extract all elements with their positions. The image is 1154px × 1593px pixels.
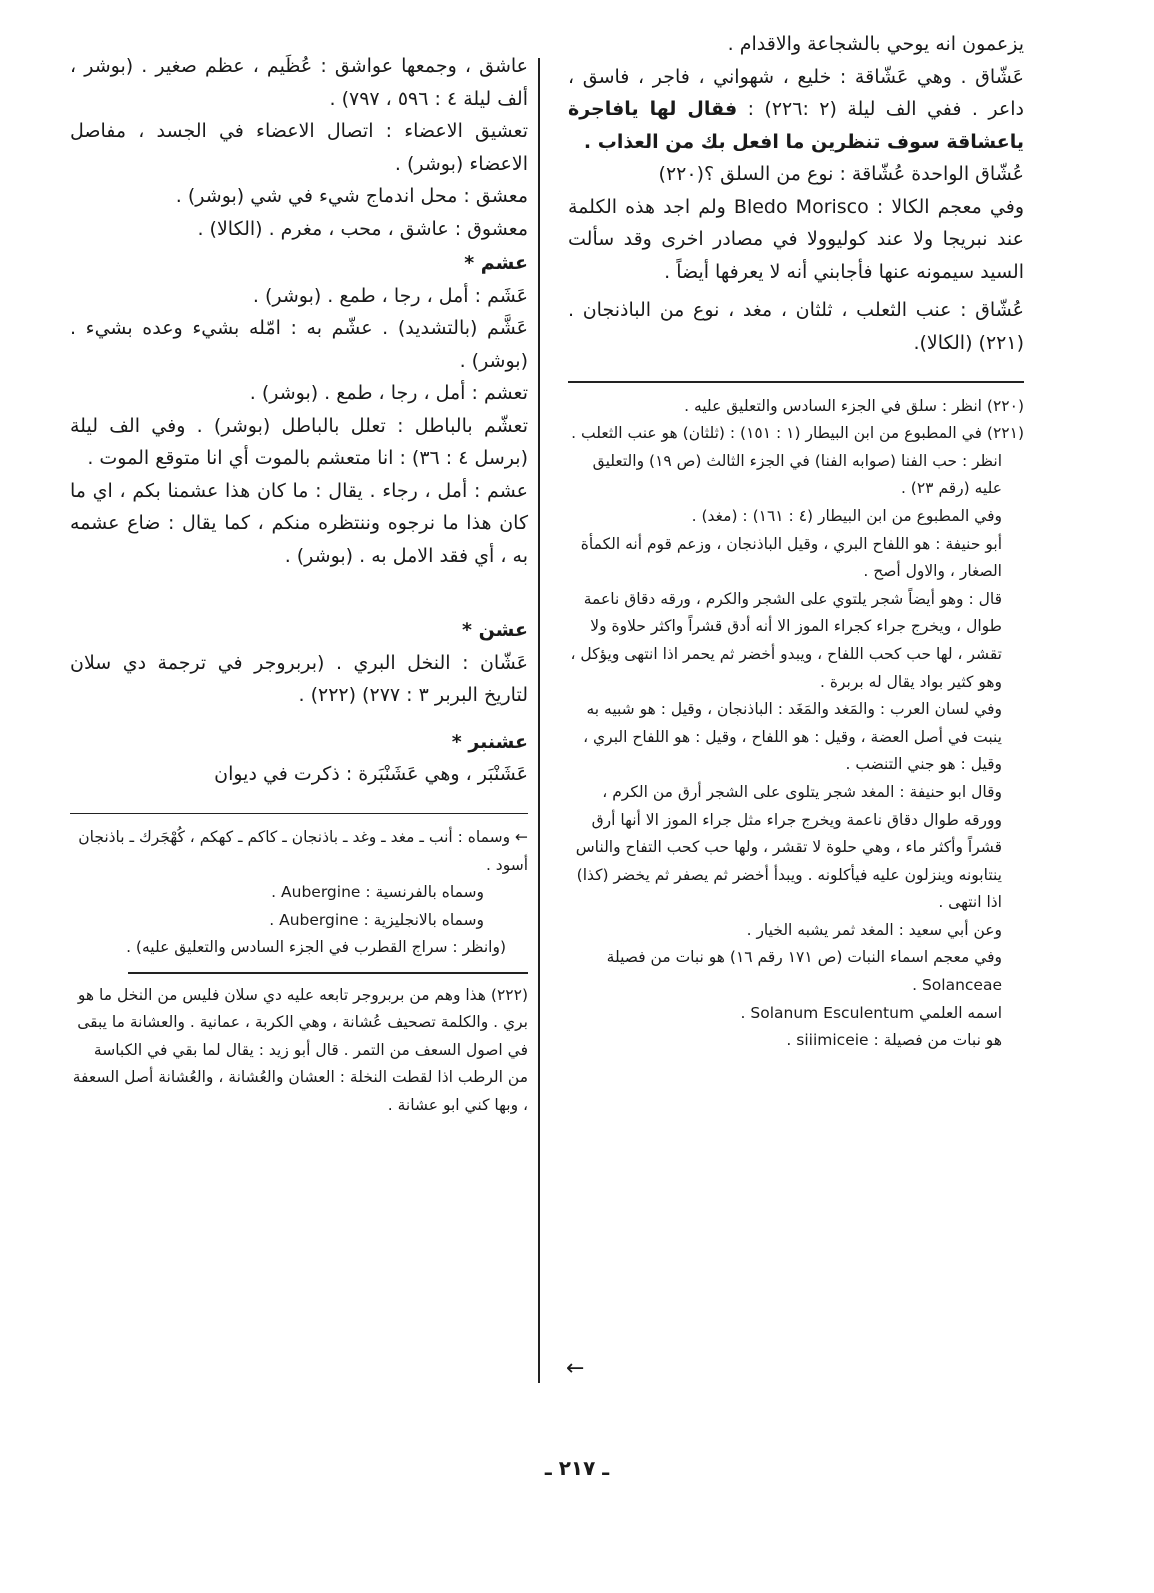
footnote-text: قال : وهو أيضاً شجر يلتوي على الشجر والكرم ، ورقه دقاق ناعمة طوال ، ويخرج جراء كجراء الموز الا أنه أدق قشراً واكثر حلاوة ولا تقشر ، لها حب كحب اللفاح ، ويبدو أخضر ثم يحمر اذا انتهى ويؤكل ، وهو كثير بواد يقال له بربرة .: [570, 589, 1002, 691]
footnote-222: (٢٢٢) هذا وهم من بربروجر تابعه عليه دي سلان فليس من النخل ما هو بري . والكلمة تصحيف عُشانة ، وهي الكربة ، عمانية . والعشانة ما يبقى في اصول السعف من التمر . قال أبو زيد : يقال لما بقي في الكباسة من الرطب اذا لقطت النخلة : العشان والعُشانة ، والعُشانة أصل السعفة ، وبها كني ابو عشانة .: [72, 985, 528, 1115]
entry-ushshaq-2: عُشّاق : عنب الثعلب ، ثلثان ، مغد ، نوع من الباذنجان . (٢٢١) (الكالا).: [568, 299, 1024, 354]
footnote-text: انظر : حب الفنا (صوابه الفنا) في الجزء الثالث (ص ١٩) والتعليق عليه (رقم ٢٣) .: [592, 451, 1002, 498]
section-heading-ashanbar: عشنبر *: [451, 730, 528, 753]
column-divider: [538, 58, 540, 1383]
footnote-text: أبو حنيفة : هو اللفاح البري ، وقيل الباذنجان ، وزعم قوم أنه الكمأة الصغار ، والاول أصح .: [580, 534, 1002, 581]
footnote-text: وفي معجم اسماء النبات (ص ١٧١ رقم ١٦) هو نبات من فصيلة Solanceae .: [606, 948, 1002, 995]
entry-mashaq: معشق : محل اندماج شيء في شي (بوشر) .: [175, 185, 528, 207]
quote-bold: فقال لها يافاجرة ياعشاقة سوف تنظرين ما افعل بك من العذاب .: [568, 98, 1024, 153]
entry-taasham: تعشم : أمل ، رجا ، طمع . (بوشر) .: [249, 382, 528, 404]
footnote-text: وفي المطبوع من ابن البيطار (٤ : ١٦١) : (مغد) .: [691, 506, 1002, 525]
paragraph: يزعمون انه يوحي بالشجاعة والاقدام .: [727, 33, 1024, 55]
footnote-text: وقال ابو حنيفة : المغد شجر يتلوى على الشجر أرق من الكرم ، وورقه طوال دقاق ناعمة ويخرج جراء مثل جراء الموز الا أنها أرق قشراً وأكثر ماء ، وهي حلوة لا تقشر ، ولها حب كحب التفاح والناس ينتابونه وينزلون عليه فيأكلونه . ويبدأ أخضر ثم يصفر ثم يخضر (كذا) اذا انتهى .: [575, 782, 1002, 912]
entry-ashshan: عَشّان : النخل البري . (بربروجر في ترجمة دي سلان لتاريخ البربر ٣ : ٢٧٧) (٢٢٢) .: [70, 651, 528, 706]
entry-ushshaq-1: عُشّاق الواحدة عُشّاقة : نوع من السلق ؟(٢٢٠): [658, 163, 1024, 185]
continuation-arrow-icon: ←: [566, 1356, 585, 1381]
footnote-text: وسماه بالانجليزية : Aubergine .: [269, 910, 484, 929]
left-footnotes: [70, 824, 528, 1120]
entry-mashuq: معشوق : عاشق ، محب ، مغرم . (الكالا) .: [197, 217, 528, 240]
paragraph: وفي معجم الكالا : Bledo Morisco ولم اجد هذه الكلمة عند نبريجا ولا عند كوليوولا في مصادر اخرى وقد سألت السيد سيمونه عنها فأجابني أنه لا يعرفها أيضاً .: [568, 195, 1025, 283]
footnote-divider-short: [128, 972, 528, 974]
right-column: [568, 28, 1024, 1055]
right-main-text: [568, 28, 1024, 359]
footnote-text: وسماه بالفرنسية : Aubergine .: [271, 883, 484, 902]
footnote-continuation: ← وسماه : أنب ـ مغد ـ وغد ـ باذنجان ـ كاكم ـ كهكم ، كُهْجَرك ـ باذنجان أسود .: [78, 828, 528, 874]
entry-ashsham: عَشَّم (بالتشديد) . عشّم به : امّله بشيء وعده بشيء . (بوشر) .: [70, 317, 528, 372]
entry-asham: عَشَم : أمل ، رجا ، طمع . (بوشر) .: [252, 284, 528, 307]
entry-ashanbar: عَشَنْبَر ، وهي عَشَنْبَرة : ذكرت في ديوان: [214, 763, 528, 785]
section-heading-asham: عشم *: [464, 252, 528, 274]
entry-ashiq: عاشق ، وجمعها عواشق : عُظَيم ، عظم صغير . (بوشر ، ألف ليلة ٤ : ٥٩٦ ، ٧٩٧) .: [70, 55, 528, 110]
footnote-text: اسمه العلمي Solanum Esculentum .: [740, 1003, 1002, 1022]
footnote-text: هو نبات من فصيلة : siiimiceie .: [786, 1031, 1002, 1050]
section-heading-ashan: عشن *: [462, 619, 528, 641]
left-main-text: [70, 50, 528, 791]
footnote-221: (٢٢١) في المطبوع من ابن البيطار (١ : ١٥١) : (ثلثان) هو عنب الثعلب .: [571, 424, 1024, 443]
right-footnotes: [568, 393, 1024, 1055]
entry-taasham-batil: تعشّم بالباطل : تعلل بالباطل (بوشر) . وفي الف ليلة (برسل ٤ : ٣٦) : انا متعشم بالموت أي انا متوقع الموت .: [70, 414, 528, 469]
entry-ashshaq: عَشّاق . وهي عَشّاقة : خليع ، شهواني ، فاجر ، فاسق ، داعر . ففي الف ليلة (٢ :٢٢٦) : فقال لها يافاجرة ياعشاقة سوف تنظرين ما افعل بك من العذاب .: [568, 65, 1024, 153]
footnote-text: (وانظر : سراج القطرب في الجزء السادس والتعليق عليه) .: [126, 938, 506, 957]
left-column: [70, 28, 528, 1120]
footnote-divider: [568, 381, 1024, 383]
page-number: ـ ٢١٧ ـ: [544, 1456, 610, 1480]
footnote-text: وفي لسان العرب : والمَغد والمَغَد : الباذنجان ، وقيل : هو شبيه به ينبت في أصل العضة ، وقيل : هو اللفاح ، وقيل : هو اللفاح البري ، وقيل : هو جني التنضب .: [583, 700, 1002, 774]
entry-asham-2: عشم : أمل ، رجاء . يقال : ما كان هذا عشمنا بكم ، اي ما كان هذا ما نرجوه وننتظره منكم ، كما يقال : ضاع عشمه به ، أي فقد الامل به . (بوشر) .: [70, 479, 528, 567]
entry-tashiq: تعشيق الاعضاء : اتصال الاعضاء في الجسد ، مفاصل الاعضاء (بوشر) .: [70, 120, 528, 175]
footnote-divider: [70, 813, 528, 815]
footnote-220: (٢٢٠) انظر : سلق في الجزء السادس والتعليق عليه .: [684, 396, 1024, 415]
footnote-text: وعن أبي سعيد : المغد ثمر يشبه الخيار .: [746, 920, 1002, 939]
